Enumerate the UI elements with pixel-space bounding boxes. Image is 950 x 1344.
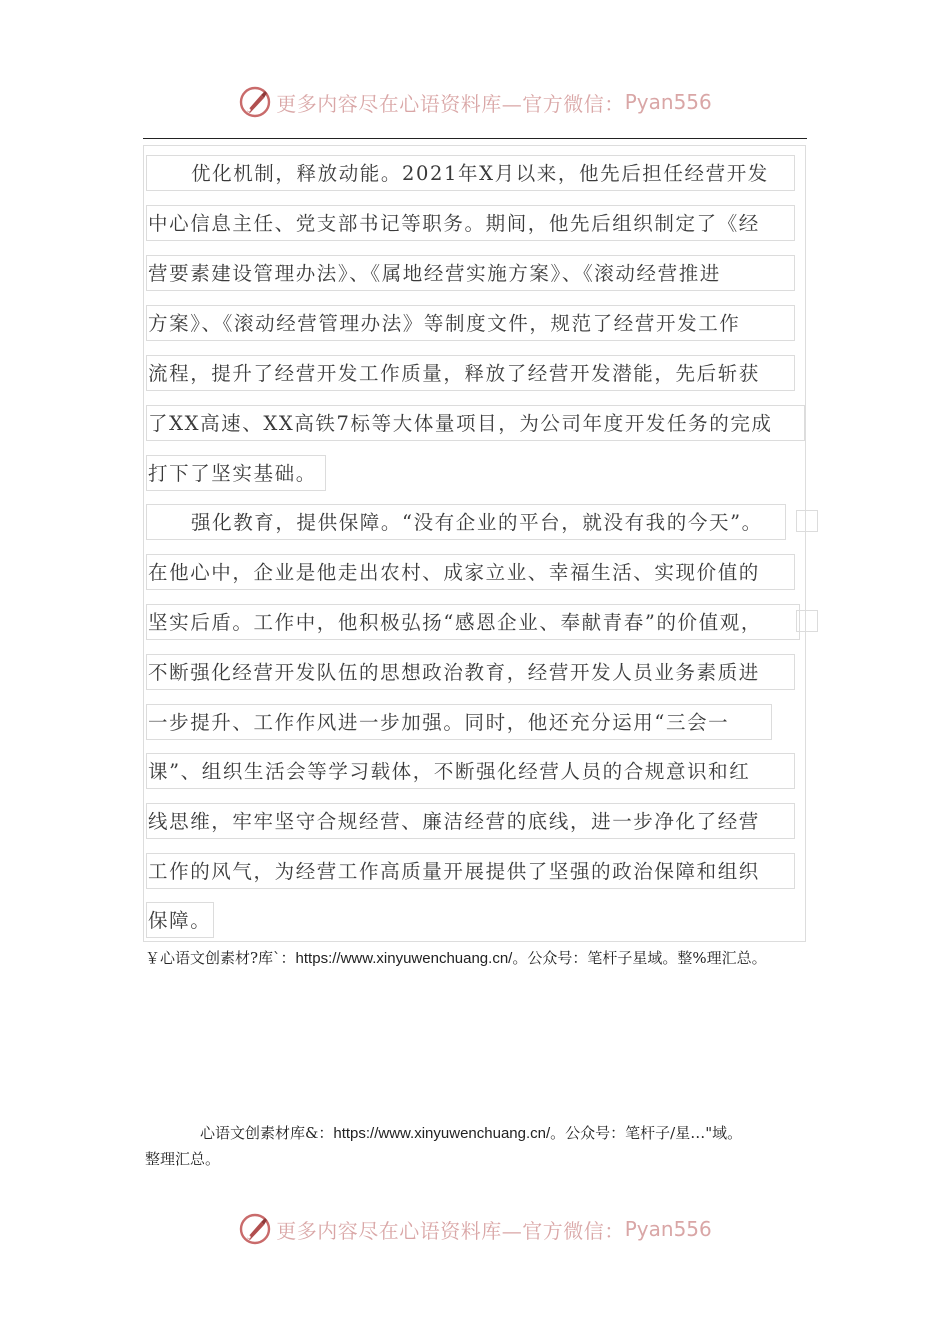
overflow-box bbox=[796, 510, 818, 532]
body-line-14: 线思维，牢牢坚守合规经营、廉洁经营的底线，进一步净化了经营 bbox=[146, 803, 795, 839]
source-note-3: 整理汇总。 bbox=[145, 1150, 221, 1168]
body-line-6: 了XX高速、XX高铁7标等大体量项目，为公司年度开发任务的完成 bbox=[146, 405, 805, 441]
source-note-1-prefix: ￥心语文创素材?库`： bbox=[145, 949, 296, 967]
body-line-2: 中心信息主任、党支部书记等职务。期间，他先后组织制定了《经 bbox=[146, 205, 795, 241]
body-line-1: 优化机制，释放动能。2021年X月以来，他先后担任经营开发 bbox=[146, 155, 795, 191]
body-line-7: 打下了坚实基础。 bbox=[146, 455, 326, 491]
body-line-16: 保障。 bbox=[146, 902, 214, 938]
body-line-12: 一步提升、工作作风进一步加强。同时，他还充分运用“三会一 bbox=[146, 704, 772, 740]
body-line-10: 坚实后盾。工作中，他积极弘扬“感恩企业、奉献青春”的价值观， bbox=[146, 604, 800, 640]
footer-banner bbox=[0, 1209, 950, 1249]
body-line-13: 课”、组织生活会等学习载体，不断强化经营人员的合规意识和红 bbox=[146, 753, 795, 789]
body-line-3: 营要素建设管理办法》、《属地经营实施方案》、《滚动经营推进 bbox=[146, 255, 795, 291]
body-line-15: 工作的风气，为经营工作高质量开展提供了坚强的政治保障和组织 bbox=[146, 853, 795, 889]
pen-nib-logo-icon bbox=[238, 85, 272, 119]
header-banner-wechat-id: Pyan556 bbox=[624, 90, 712, 114]
body-line-9: 在他心中，企业是他走出农村、成家立业、幸福生活、实现价值的 bbox=[146, 554, 795, 590]
body-line-5: 流程，提升了经营开发工作质量，释放了经营开发潜能，先后斩获 bbox=[146, 355, 795, 391]
source-note-1 bbox=[145, 947, 767, 968]
header-rule bbox=[143, 138, 807, 139]
source-note-1-url[interactable]: https://www.xinyuwenchuang.cn/ bbox=[295, 950, 513, 967]
source-note-2-url[interactable]: https://www.xinyuwenchuang.cn/ bbox=[333, 1125, 551, 1142]
header-banner bbox=[0, 82, 950, 122]
body-line-8: 强化教育，提供保障。“没有企业的平台，就没有我的今天”。 bbox=[146, 504, 786, 540]
footer-banner-wechat-id: Pyan556 bbox=[624, 1217, 712, 1241]
header-banner-text: 更多内容尽在心语资料库—官方微信： bbox=[276, 91, 625, 116]
body-line-11: 不断强化经营开发队伍的思想政治教育，经营开发人员业务素质进 bbox=[146, 654, 795, 690]
pen-nib-logo-icon bbox=[238, 1212, 272, 1246]
footer-banner-text: 更多内容尽在心语资料库—官方微信： bbox=[276, 1218, 625, 1243]
source-note-1-suffix: 。公众号：笔杆子星域。整%理汇总。 bbox=[512, 949, 767, 967]
body-line-4: 方案》、《滚动经营管理办法》等制度文件，规范了经营开发工作 bbox=[146, 305, 795, 341]
overflow-box bbox=[796, 610, 818, 632]
source-note-2-prefix: 心语文创素材库&： bbox=[200, 1124, 334, 1142]
source-note-2 bbox=[200, 1122, 742, 1143]
source-note-2-suffix: 。公众号：笔杆子/星…"域。 bbox=[550, 1124, 743, 1142]
